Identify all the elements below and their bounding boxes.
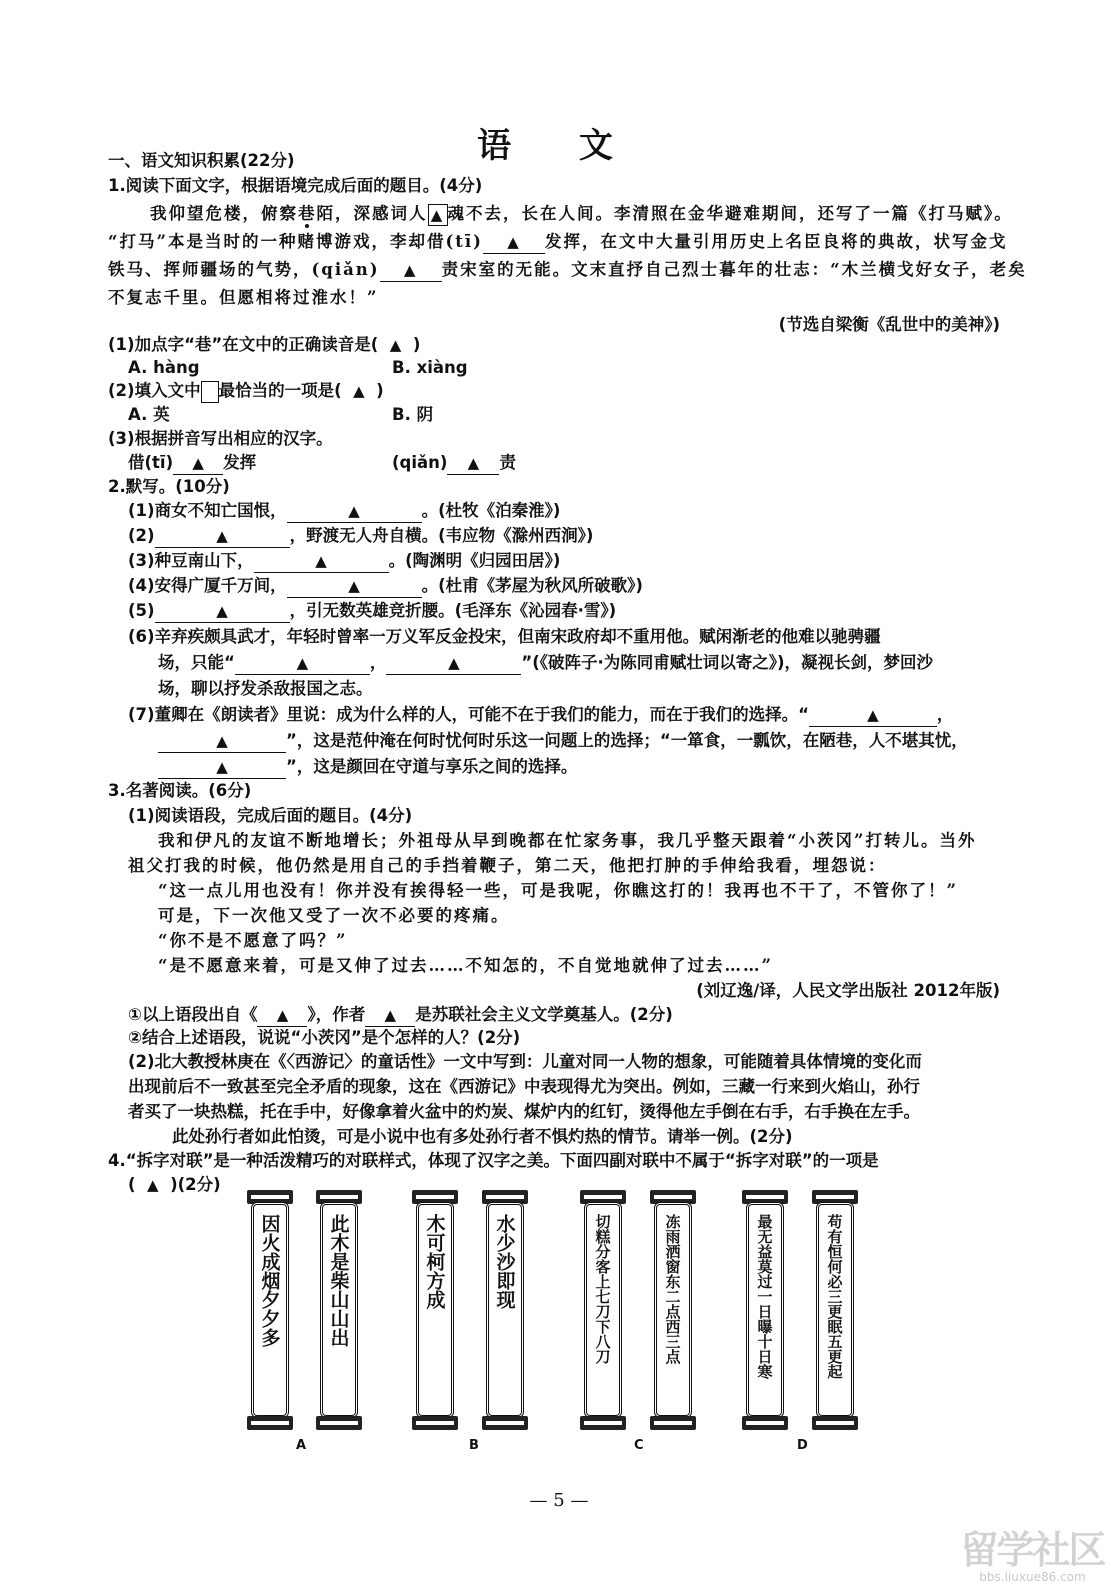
text: 铁马、挥师疆场的气势，(qiǎn) (108, 260, 380, 279)
text: 是苏联社会主义文学奠基人。(2分) (415, 1005, 673, 1024)
text: 我仰望危楼，俯察 (150, 204, 298, 223)
q2-s4 (128, 575, 643, 598)
answer-blank[interactable]: ▲ (447, 452, 499, 475)
couplet-text: 冻雨洒窗东二点西三点 (663, 1214, 682, 1364)
q1-sub1 (108, 334, 420, 356)
q1-prompt: 1.阅读下面文字，根据语境完成后面的题目。(4分) (108, 176, 483, 195)
dotted-char: 巷 (298, 204, 317, 223)
text: ”，这是颜回在守道与享乐之间的选择。 (286, 757, 578, 776)
answer-blank[interactable]: ▲ (235, 652, 370, 675)
q3-sub2-line4: 此处孙行者如此怕烫，可是小说中也有多处孙行者不惧灼热的情节。请举一例。(2分) (172, 1127, 793, 1146)
text: ， (936, 705, 954, 724)
couplet-c-right (650, 1190, 696, 1430)
text: (2) (128, 526, 155, 545)
answer-blank[interactable]: ▲ (287, 575, 422, 598)
couplet-d-right (812, 1190, 858, 1430)
q2-s7-line1 (128, 704, 953, 727)
couplet-a-left (247, 1190, 293, 1430)
text: 。(杜甫《茅屋为秋风所破歌》) (421, 576, 643, 595)
couplet-options (240, 1190, 880, 1453)
text: 最恰当的一项是( (218, 381, 342, 400)
q1-sub2 (108, 380, 384, 403)
option-label-b: B (469, 1438, 479, 1453)
text: (1)商女不知亡国恨， (128, 501, 287, 520)
text: (4)安得广厦千万间， (128, 576, 287, 595)
answer-blank[interactable]: ▲ (254, 550, 389, 573)
answer-blank[interactable]: ▲ (257, 1004, 307, 1027)
text: 责 (499, 453, 516, 472)
couplet-b-left (412, 1190, 458, 1430)
scroll-cap (316, 1416, 362, 1430)
section-heading: 一、语文知识积累(22分) (108, 151, 295, 170)
q4-answer (128, 1174, 221, 1196)
text: (5) (128, 601, 155, 620)
text: (7)董卿在《朗读者》里说：成为什么样的人，可能不在于我们的能力，而在于我们的选择。“ (128, 705, 809, 724)
text: ，引无数英雄竞折腰。(毛泽东《沁园春·雪》) (289, 601, 617, 620)
page-title: 语 文 (477, 126, 641, 166)
scroll-cap (482, 1416, 528, 1430)
answer-blank[interactable]: ▲ (380, 259, 442, 282)
scroll-cap (247, 1416, 293, 1430)
q3-sub2-line3: 者买了一块热糕，托在手中，好像拿着火盆中的灼炭、煤炉内的红钉，烫得他左手倒在右手，右手换在左手。 (128, 1102, 920, 1121)
answer-blank[interactable]: ▲ (158, 756, 286, 779)
q3-excerpt-p4: 可是，下一次他又受了一次不必要的疼痛。 (158, 906, 510, 925)
watermark (955, 1530, 1110, 1584)
q2-s7-line3 (158, 756, 577, 779)
q1-sub3-b (392, 452, 516, 475)
scroll-cap (580, 1416, 626, 1430)
text: ①以上语段出自《 (128, 1005, 258, 1024)
text: (1)加点字“巷”在文中的正确读音是( (108, 335, 379, 354)
q3-excerpt-p2: 祖父打我的时候，他仍然是用自己的手挡着鞭子，第二天，他把打肿的手伸给我看，埋怨说： (128, 856, 887, 875)
text: 陌，深感词人 (316, 204, 428, 223)
q3-excerpt-source: (刘辽逸/译，人民文学出版社 2012年版) (696, 981, 1000, 1000)
couplet-text: 最无益莫过一日曝十日寒 (755, 1214, 774, 1379)
couplet-text: 因火成烟夕夕多 (258, 1214, 281, 1347)
q3-prompt: 3.名著阅读。(6分) (108, 781, 252, 800)
text: ( (128, 1175, 136, 1194)
couplet-c-left (580, 1190, 626, 1430)
text: ”(《破阵子·为陈同甫赋壮词以寄之》)，凝视长剑，梦回沙 (521, 653, 934, 672)
q2-s6-line2 (158, 652, 933, 675)
option-label-d: D (797, 1438, 808, 1453)
text: (qiǎn) (392, 453, 448, 472)
text: ) (412, 335, 421, 354)
couplet-text: 水少沙即现 (493, 1214, 516, 1309)
text: 。(杜牧《泊秦淮》) (421, 501, 561, 520)
answer-mark[interactable]: ▲ (389, 336, 402, 354)
text: 借(tī) (128, 453, 174, 472)
text: 魂不去，长在人间。李清照在金华避难期间，还写了一篇《打马赋》。 (447, 204, 1013, 223)
q2-s6-line3: 场，聊以抒发杀敌报国之志。 (158, 679, 373, 698)
q1-source: (节选自梁衡《乱世中的美神》) (778, 315, 1000, 334)
scroll-cap (650, 1416, 696, 1430)
q1-sub1-option-a: A. hàng (128, 358, 200, 377)
answer-blank[interactable]: ▲ (155, 600, 290, 623)
answer-blank[interactable]: ▲ (365, 1004, 415, 1027)
text: 。(陶渊明《归园田居》) (388, 551, 561, 570)
text: 责宋室的无能。文末直抒自己烈士暮年的壮志：“木兰横戈好女子，老矣 (441, 260, 1027, 279)
answer-blank[interactable]: ▲ (287, 500, 422, 523)
text: ) (376, 381, 384, 400)
couplet-text: 苟有恒何必三更眠五更起 (825, 1214, 844, 1379)
couplet-d-left (742, 1190, 788, 1430)
answer-blank[interactable]: ▲ (158, 730, 286, 753)
answer-mark[interactable]: ▲ (147, 1176, 159, 1194)
q1-passage-line1 (150, 203, 1013, 226)
text: 发挥，在文中大量引用历史上名臣良将的典故，状写金戈 (545, 232, 1008, 251)
empty-box (201, 381, 219, 403)
q2-prompt: 2.默写。(10分) (108, 477, 230, 496)
scroll-cap (742, 1416, 788, 1430)
q3-excerpt-p3: “这一点儿用也没有！你并没有挨得轻一些，可是我呢，你瞧这打的！我再也不干了，不管你了！” (158, 881, 958, 900)
answer-blank[interactable]: ▲ (386, 652, 521, 675)
text: (2)填入文中 (108, 381, 201, 400)
q1-passage-line3 (108, 259, 1027, 282)
q4-prompt: 4.“拆字对联”是一种活泼精巧的对联样式，体现了汉字之美。下面四副对联中不属于“拆字对联”的一项是 (108, 1151, 879, 1170)
couplet-a-right (316, 1190, 362, 1430)
q3-excerpt-p5: “你不是不愿意了吗？” (158, 931, 348, 950)
q2-s2 (128, 525, 593, 548)
q1-passage-line2 (108, 231, 1008, 254)
q1-passage-line4: 不复志千里。但愿相将过淮水！” (108, 288, 379, 307)
text: 》，作者 (307, 1005, 366, 1024)
watermark-url: bbs.liuxue86.com (979, 1570, 1086, 1584)
q2-s7-line2 (158, 730, 968, 753)
q3-excerpt-p1: 我和伊凡的友谊不断地增长；外祖母从早到晚都在忙家务事，我几乎整天跟着“小茨冈”打转儿。当外 (158, 831, 977, 850)
text: ”，这是范仲淹在何时忧何时乐这一问题上的选择；“一箪食，一瓢饮，在陋巷，人不堪其忧， (286, 731, 968, 750)
q3-sub2-line2: 出现前后不一致甚至完全矛盾的现象，这在《西游记》中表现得尤为突出。例如，三藏一行来到火焰山，孙行 (128, 1077, 920, 1096)
answer-blank[interactable]: ▲ (809, 704, 937, 727)
answer-mark[interactable]: ▲ (353, 382, 365, 400)
text: 发挥 (223, 453, 257, 472)
q1-sub1-option-b: B. xiàng (392, 358, 468, 377)
couplet-b-right (482, 1190, 528, 1430)
scroll-cap (812, 1416, 858, 1430)
answer-blank[interactable]: ▲ (155, 525, 290, 548)
answer-box[interactable]: ▲ (428, 204, 448, 226)
answer-blank[interactable]: ▲ (483, 231, 545, 254)
watermark-logo: 留学社区 (960, 1528, 1105, 1572)
q3-sub1-question-b: ②结合上述语段，说说“小茨冈”是个怎样的人？(2分) (128, 1028, 521, 1047)
text: ， (369, 653, 387, 672)
text: ，野渡无人舟自横。(韦应物《滁州西涧》) (289, 526, 594, 545)
text: “打马”本是当时的一种赌博游戏，李却借(tī) (108, 232, 483, 251)
option-label-a: A (296, 1438, 307, 1453)
answer-blank[interactable]: ▲ (173, 452, 223, 475)
q1-sub2-option-a: A. 英 (128, 405, 170, 424)
q2-s1 (128, 500, 560, 523)
q1-sub2-option-b: B. 阴 (392, 405, 434, 424)
page-number: — 5 — (529, 1490, 589, 1511)
q2-s5 (128, 600, 616, 623)
text: 场，只能“ (158, 653, 235, 672)
q3-excerpt-p6: “是不愿意来着，可是又伸了过去……不知怎的，不自觉地就伸了过去……” (158, 956, 773, 975)
q3-sub1-prompt: (1)阅读语段，完成后面的题目。(4分) (128, 806, 413, 825)
text: (3)种豆南山下， (128, 551, 254, 570)
q1-sub3: (3)根据拼音写出相应的汉字。 (108, 429, 333, 448)
option-label-c: C (634, 1438, 644, 1453)
q2-s6-line1: (6)辛弃疾颇具武才，年轻时曾率一万义军反金投宋，但南宋政府却不重用他。赋闲渐老的他难以驰骋疆 (128, 627, 881, 646)
q2-s3 (128, 550, 560, 573)
couplet-text: 此木是柴山山出 (327, 1214, 350, 1347)
q3-sub1-question-a (128, 1004, 673, 1027)
couplet-text: 切糕分客上七刀下八刀 (593, 1214, 612, 1364)
q3-sub2-line1: (2)北大教授林庚在《〈西游记〉的童话性》一文中写到：儿童对同一人物的想象，可能随着具体情境的变化而 (128, 1052, 922, 1071)
couplet-text: 木可柯方成 (423, 1214, 446, 1309)
scroll-cap (412, 1416, 458, 1430)
q1-sub3-a (128, 452, 256, 475)
text: )(2分) (170, 1175, 221, 1194)
